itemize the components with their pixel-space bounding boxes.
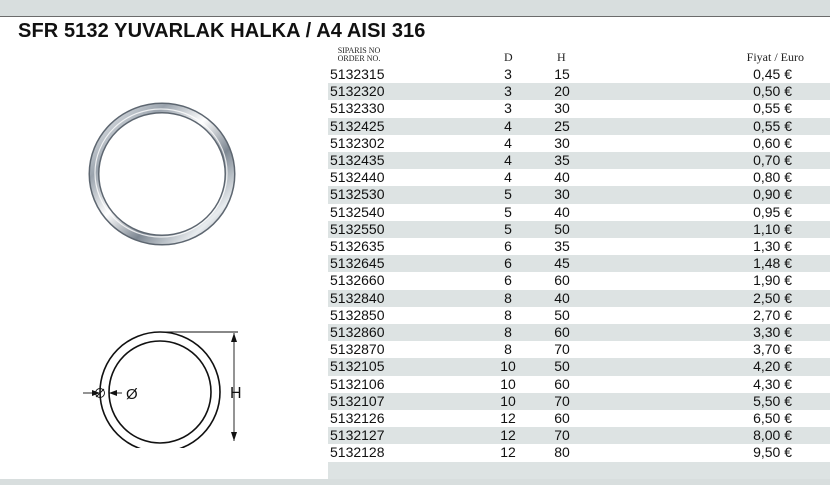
cell-price: 0,50 € [753, 83, 792, 100]
table-row [328, 204, 830, 221]
cell-price: 1,30 € [753, 238, 792, 254]
cell-price: 1,90 € [753, 272, 792, 289]
price-table [328, 44, 830, 485]
cell-order-no: 5132850 [330, 306, 385, 323]
table-row [328, 66, 830, 83]
cell-d: 6 [504, 255, 512, 272]
cell-price: 3,70 € [753, 341, 792, 358]
table-row [328, 393, 830, 410]
cell-price: 8,00 € [753, 427, 792, 444]
cell-d: 12 [500, 410, 516, 426]
cell-order-no: 5132645 [330, 255, 385, 272]
cell-order-no: 5132635 [330, 238, 385, 254]
table-row [328, 376, 830, 393]
cell-order-no: 5132425 [330, 117, 385, 134]
cell-price: 0,90 € [753, 186, 792, 203]
cell-order-no: 5132126 [330, 410, 385, 426]
cell-d: 10 [500, 375, 516, 392]
cell-order-no: 5132107 [330, 392, 385, 409]
cell-price: 0,55 € [753, 100, 792, 117]
table-row [328, 358, 830, 375]
cell-d: 5 [504, 203, 512, 220]
header-d: D [504, 50, 513, 64]
cell-price: 0,45 € [753, 66, 792, 82]
cell-d: 4 [504, 117, 512, 134]
cell-order-no: 5132440 [330, 169, 385, 186]
cell-d: 4 [504, 134, 512, 151]
cell-price: 6,50 € [753, 410, 792, 426]
ring-technical-drawing [78, 318, 278, 448]
cell-h: 40 [554, 169, 570, 186]
cell-price: 9,50 € [753, 444, 792, 461]
cell-h: 15 [554, 66, 570, 82]
cell-h: 60 [554, 324, 570, 340]
table-row [328, 221, 830, 238]
table-row [328, 169, 830, 186]
table-row [328, 427, 830, 444]
cell-d: 12 [500, 427, 516, 444]
bottom-band [0, 479, 830, 485]
cell-h: 30 [554, 100, 570, 117]
cell-price: 0,60 € [753, 134, 792, 151]
cell-d: 8 [504, 289, 512, 306]
table-row [328, 290, 830, 307]
cell-order-no: 5132127 [330, 427, 385, 444]
cell-order-no: 5132315 [330, 66, 385, 82]
table-row [328, 324, 830, 341]
table-row [328, 307, 830, 324]
cell-price: 1,48 € [753, 255, 792, 272]
cell-h: 40 [554, 289, 570, 306]
cell-d: 3 [504, 100, 512, 117]
header-order-no-line1: SIPARIS NO [337, 46, 381, 55]
cell-h: 70 [554, 341, 570, 358]
cell-d: 3 [504, 83, 512, 100]
cell-price: 0,55 € [753, 117, 792, 134]
cell-order-no: 5132540 [330, 203, 385, 220]
cell-h: 30 [554, 134, 570, 151]
cell-order-no: 5132840 [330, 289, 385, 306]
cell-price: 5,50 € [753, 392, 792, 409]
cell-price: 1,10 € [753, 220, 792, 237]
cell-h: 50 [554, 220, 570, 237]
ring-outer-outline [100, 332, 220, 448]
ring-inner-outline [109, 341, 211, 443]
cell-order-no: 5132550 [330, 220, 385, 237]
cell-d: 8 [504, 324, 512, 340]
cell-order-no: 5132660 [330, 272, 385, 289]
header-order-no-line2: ORDER NO. [337, 54, 381, 63]
height-label: H [230, 385, 242, 402]
cell-h: 25 [554, 117, 570, 134]
cell-d: 4 [504, 169, 512, 186]
cell-d: 12 [500, 444, 516, 461]
cell-h: 30 [554, 186, 570, 203]
cell-d: 5 [504, 220, 512, 237]
cell-price: 4,20 € [753, 358, 792, 375]
cell-h: 20 [554, 83, 570, 100]
table-row [328, 135, 830, 152]
cell-h: 80 [554, 444, 570, 461]
table-row [328, 255, 830, 272]
top-band [0, 0, 830, 17]
cell-h: 60 [554, 410, 570, 426]
cell-price: 0,70 € [753, 152, 792, 168]
cell-d: 4 [504, 152, 512, 168]
cell-order-no: 5132128 [330, 444, 385, 461]
table-row [328, 100, 830, 117]
table-row [328, 444, 830, 461]
table-row [328, 410, 830, 427]
table-row [328, 83, 830, 100]
cell-price: 0,80 € [753, 169, 792, 186]
table-row [328, 186, 830, 203]
diameter-label: Ø [126, 386, 138, 403]
header-price: Fiyat / Euro [746, 50, 804, 64]
cell-order-no: 5132105 [330, 358, 385, 375]
header-order-no [330, 47, 388, 63]
cell-price: 2,50 € [753, 289, 792, 306]
cell-price: 2,70 € [753, 306, 792, 323]
cell-d: 5 [504, 186, 512, 203]
cell-price: 3,30 € [753, 324, 792, 340]
table-row [328, 152, 830, 169]
cell-h: 40 [554, 203, 570, 220]
cell-order-no: 5132330 [330, 100, 385, 117]
cell-d: 8 [504, 306, 512, 323]
cell-order-no: 5132860 [330, 324, 385, 340]
table-row [328, 238, 830, 255]
ring-photo [82, 100, 242, 250]
cell-d: 6 [504, 272, 512, 289]
cell-order-no: 5132870 [330, 341, 385, 358]
header-h: H [557, 50, 566, 64]
table-header [328, 44, 830, 66]
page-title: SFR 5132 YUVARLAK HALKA / A4 AISI 316 [18, 20, 426, 42]
cell-h: 70 [554, 392, 570, 409]
cell-h: 70 [554, 427, 570, 444]
cell-h: 45 [554, 255, 570, 272]
cell-h: 60 [554, 272, 570, 289]
cell-order-no: 5132106 [330, 375, 385, 392]
cell-d: 3 [504, 66, 512, 82]
cell-h: 35 [554, 152, 570, 168]
cell-d: 8 [504, 341, 512, 358]
cell-d: 10 [500, 392, 516, 409]
cell-order-no: 5132435 [330, 152, 385, 168]
cell-d: 10 [500, 358, 516, 375]
table-row [328, 341, 830, 358]
cell-d: 6 [504, 238, 512, 254]
cell-h: 50 [554, 358, 570, 375]
cell-h: 35 [554, 238, 570, 254]
table-row [328, 272, 830, 289]
cell-price: 4,30 € [753, 375, 792, 392]
cell-h: 50 [554, 306, 570, 323]
table-footer-band [328, 462, 830, 479]
table-row [328, 118, 830, 135]
cell-order-no: 5132530 [330, 186, 385, 203]
cell-order-no: 5132302 [330, 134, 385, 151]
cell-h: 60 [554, 375, 570, 392]
cell-price: 0,95 € [753, 203, 792, 220]
cell-order-no: 5132320 [330, 83, 385, 100]
